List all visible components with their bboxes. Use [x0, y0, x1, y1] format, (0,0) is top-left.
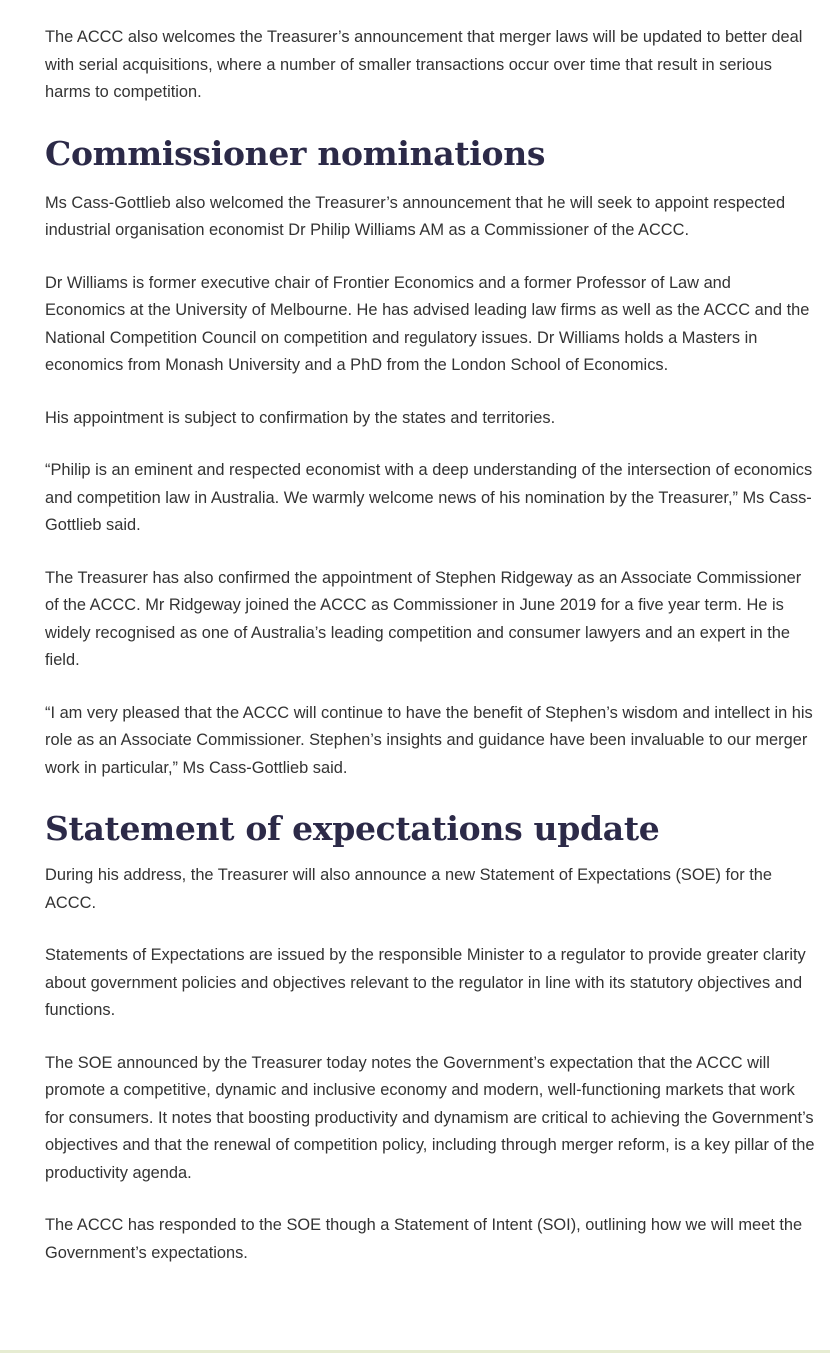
paragraph-quote-stephen: “I am very pleased that the ACCC will continue to have the benefit of Stephen’s wisdom and intellect in his role as an Associate Commissioner. Stephen’s insights and guidance have been invaluable to our merger work in particular,” Ms Cass-Gottlieb said. [45, 703, 813, 777]
paragraph-welcomed-appointment: Ms Cass-Gottlieb also welcomed the Treasurer’s announcement that he will seek to appoint respected industrial organisation economist Dr Philip Williams AM as a Commissioner of the ACCC. [45, 193, 786, 239]
article-body [45, 24, 815, 1292]
paragraph-statement-of-intent: The ACCC has responded to the SOE though a Statement of Intent (SOI), outlining how we will meet the Government’s expectations. [45, 1216, 803, 1262]
paragraph-quote-philip: “Philip is an eminent and respected economist with a deep understanding of the intersection of economics and competition law in Australia. We warmly welcome news of his nomination by the Treasurer,” Ms Cass-Gottlieb said. [45, 461, 813, 534]
paragraph-merger-laws: The ACCC also welcomes the Treasurer’s announcement that merger laws will be updated to better deal with serial acquisitions, where a number of smaller transactions occur over time that result in serious harms to competition. [45, 28, 803, 101]
heading-commissioner-nominations: Commissioner nominations [45, 133, 546, 173]
heading-statement-of-expectations: Statement of expectations update [45, 809, 660, 848]
paragraph-williams-bio: Dr Williams is former executive chair of Frontier Economics and a former Professor of Law and Economics at the University of Melbourne. He has advised leading law firms as well as the ACCC and the National Competition Council on competition and regulatory issues. Dr Williams holds a Masters in economics from Monash University and a PhD from the London School of Economics. [45, 273, 810, 374]
paragraph-statements-definition: Statements of Expectations are issued by the responsible Minister to a regulator to provide greater clarity about government policies and objectives relevant to the regulator in line with its statutory objectives and functions. [45, 946, 806, 1019]
paragraph-soe-notes: The SOE announced by the Treasurer today notes the Government’s expectation that the ACCC will promote a competitive, dynamic and inclusive economy and modern, well-functioning markets that work for consumers. It notes that boosting productivity and dynamism are critical to achieving the Government’s objectives and that the renewal of competition policy, including through merger reform, is a key pillar of the productivity agenda. [45, 1053, 815, 1182]
paragraph-confirmation: His appointment is subject to confirmation by the states and territories. [45, 408, 556, 427]
paragraph-treasurer-address: During his address, the Treasurer will also announce a new Statement of Expectations (SOE) for the ACCC. [45, 866, 773, 912]
paragraph-ridgeway-appointment: The Treasurer has also confirmed the appointment of Stephen Ridgeway as an Associate Commissioner of the ACCC. Mr Ridgeway joined the ACCC as Commissioner in June 2019 for a five year term. He is widely recognised as one of Australia’s leading competition and consumer lawyers and an expert in the field. [45, 568, 802, 669]
